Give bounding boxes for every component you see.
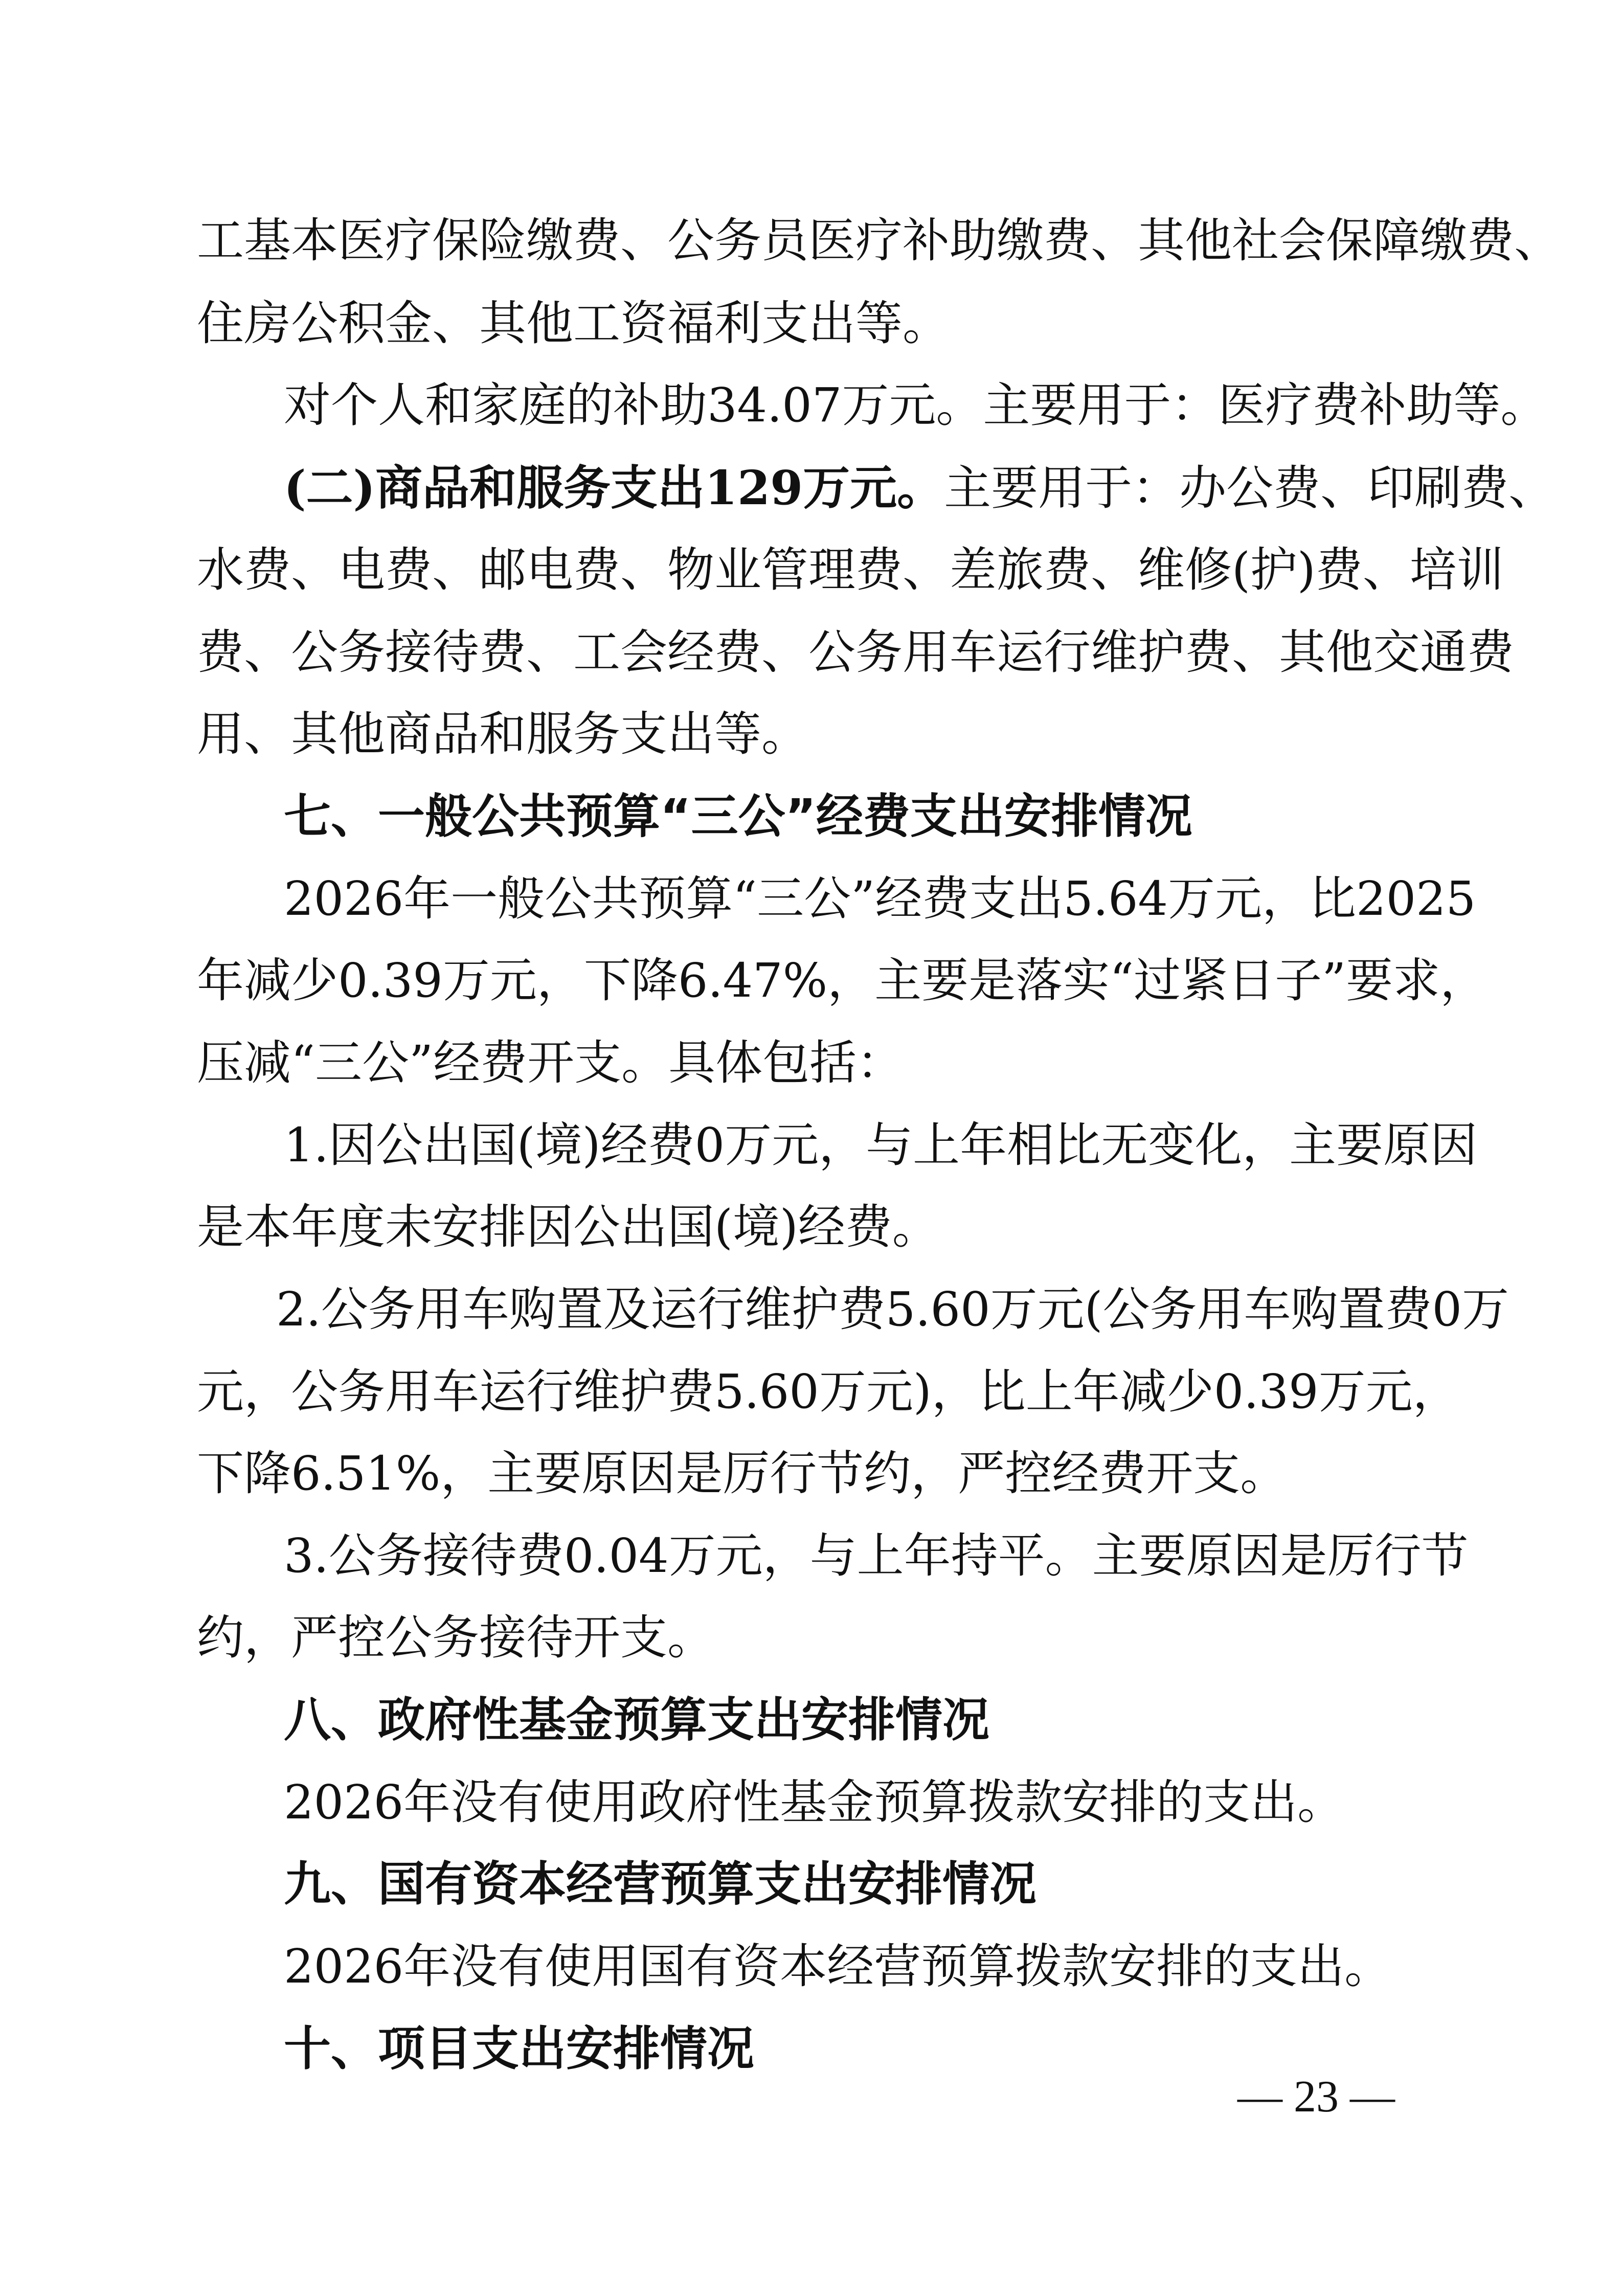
paragraph-line: 工基本医疗保险缴费、公务员医疗补助缴费、其他社会保障缴费、 [197,213,1562,268]
paragraph-line [284,460,1556,515]
paragraph-line: 压减“三公”经费开支。具体包括： [197,1036,904,1090]
paragraph-line: 用、其他商品和服务支出等。 [197,707,809,761]
paragraph-line: 下降6.51%，主要原因是厉行节约，严控经费开支。 [197,1446,1288,1501]
paragraph-text: 主要用于：办公费、印刷费、 [944,461,1556,515]
paragraph-line: 2026年没有使用国有资本经营预算拨款安排的支出。 [284,1939,1392,1994]
paragraph-line: 年减少0.39万元，下降6.47%，主要是落实“过紧日子”要求， [197,953,1487,1008]
paragraph-line: 2.公务用车购置及运行维护费5.60万元(公务用车购置费0万 [276,1282,1509,1337]
paragraph-line: 3.公务接待费0.04万元，与上年持平。主要原因是厉行节 [284,1528,1469,1583]
paragraph-line: 住房公积金、其他工资福利支出等。 [197,296,950,351]
section-heading: 八、政府性基金预算支出安排情况 [284,1693,990,1747]
section-heading: 九、国有资本经营预算支出安排情况 [284,1857,1037,1911]
paragraph-line: 费、公务接待费、工会经费、公务用车运行维护费、其他交通费 [197,625,1515,680]
paragraph-line: 是本年度未安排因公出国(境)经费。 [197,1200,939,1254]
section-heading: 七、一般公共预算“三公”经费支出安排情况 [284,789,1192,844]
paragraph-line: 2026年一般公共预算“三公”经费支出5.64万元，比2025 [284,871,1476,926]
paragraph-line: 水费、电费、邮电费、物业管理费、差旅费、维修(护)费、培训 [197,543,1504,597]
paragraph-line: 对个人和家庭的补助34.07万元。主要用于：医疗费补助等。 [284,378,1548,433]
paragraph-line: 2026年没有使用政府性基金预算拨款安排的支出。 [284,1775,1345,1830]
bold-lead: (二)商品和服务支出129万元。 [284,460,944,515]
paragraph-line: 1.因公出国(境)经费0万元，与上年相比无变化，主要原因 [284,1118,1478,1173]
section-heading: 十、项目支出安排情况 [284,2021,755,2076]
page-number: — 23 — [1237,2072,1395,2122]
paragraph-line: 元，公务用车运行维护费5.60万元)，比上年减少0.39万元， [197,1364,1460,1419]
paragraph-line: 约，严控公务接待开支。 [197,1610,715,1665]
